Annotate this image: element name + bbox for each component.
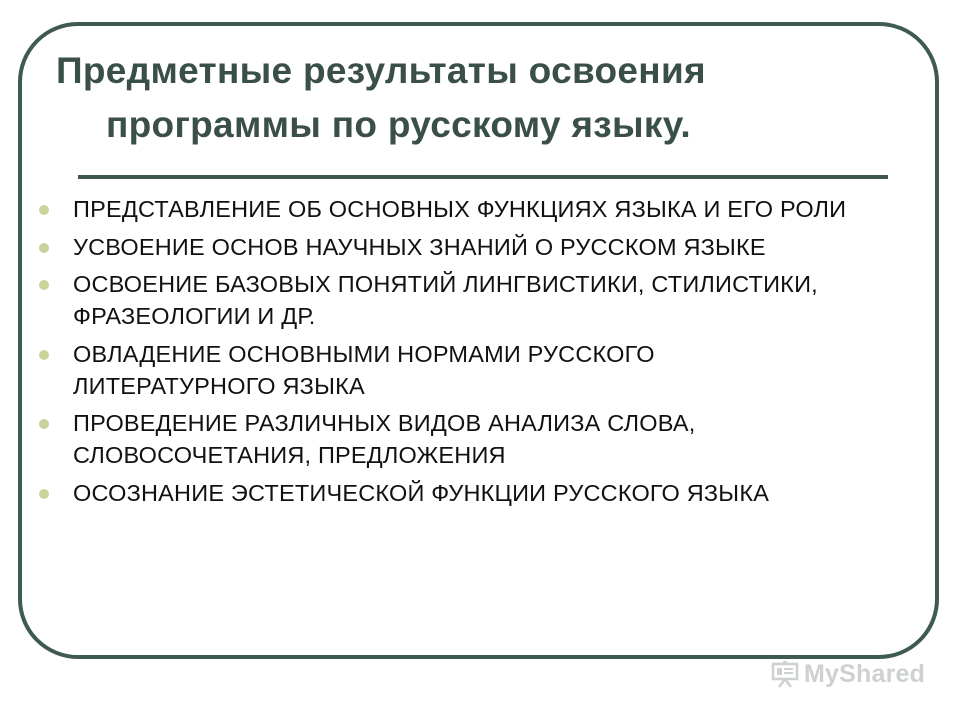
bullet-item [36,268,856,332]
bullet-list [36,193,856,514]
bullet-item [36,407,856,471]
slide-title-line-2: программы по русскому языку. [106,104,691,145]
bullet-dot-icon [39,280,49,290]
bullet-dot-icon [39,243,49,253]
bullet-text: ОСВОЕНИЕ БАЗОВЫХ ПОНЯТИЙ ЛИНГВИСТИКИ, СТИЛИСТИКИ, ФРАЗЕОЛОГИИ И ДР. [73,271,818,329]
slide-title-line-1: Предметные результаты освоения [56,50,706,91]
bullet-text: ОСОЗНАНИЕ ЭСТЕТИЧЕСКОЙ ФУНКЦИИ РУССКОГО ЯЗЫКА [73,479,770,506]
bullet-text: УСВОЕНИЕ ОСНОВ НАУЧНЫХ ЗНАНИЙ О РУССКОМ ЯЗЫКЕ [73,233,766,260]
bullet-item [36,231,856,263]
title-underline [78,175,888,179]
bullet-item [36,338,856,402]
bullet-dot-icon [39,350,49,360]
slide-title [46,44,926,152]
bullet-item [36,193,856,225]
watermark-text: MyShared [804,659,926,688]
bullet-text: ОВЛАДЕНИЕ ОСНОВНЫМИ НОРМАМИ РУССКОГО ЛИТЕРАТУРНОГО ЯЗЫКА [73,340,655,399]
bullet-dot-icon [39,419,49,429]
bullet-text: ПРЕДСТАВЛЕНИЕ ОБ ОСНОВНЫХ ФУНКЦИЯХ ЯЗЫКА И ЕГО РОЛИ [73,196,847,222]
bullet-dot-icon [39,205,49,215]
myshared-watermark [770,656,925,692]
bullet-item [36,477,856,509]
bullet-dot-icon [39,489,49,499]
bullet-text: ПРОВЕДЕНИЕ РАЗЛИЧНЫХ ВИДОВ АНАЛИЗА СЛОВА, СЛОВОСОЧЕТАНИЯ, ПРЕДЛОЖЕНИЯ [73,410,696,468]
presentation-board-icon [770,659,800,689]
